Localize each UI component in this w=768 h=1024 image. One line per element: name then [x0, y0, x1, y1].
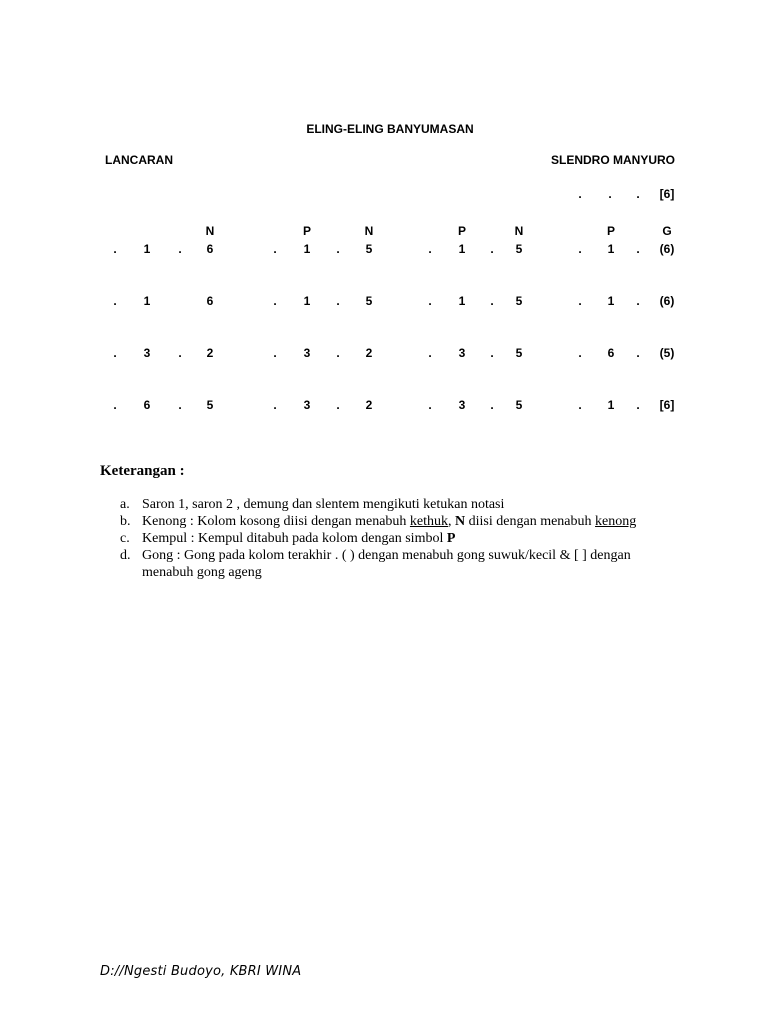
note-cell: 1 [607, 242, 615, 256]
note-text-part: diisi dengan menabuh [465, 514, 596, 529]
note-cell: 2 [365, 398, 373, 412]
note-cell: . [578, 398, 582, 412]
note-cell: . [636, 398, 640, 412]
note-cell: . [113, 346, 117, 360]
note-cell: 6 [143, 398, 151, 412]
note-cell: . [490, 242, 494, 256]
note-cell: 3 [458, 346, 466, 360]
note-cell: 5 [365, 294, 373, 308]
note-cell: 1 [607, 398, 615, 412]
kenong-term: kenong [595, 514, 637, 529]
intro-cell: . [608, 187, 612, 201]
note-cell: 3 [303, 346, 311, 360]
note-cell: 1 [458, 242, 466, 256]
note-cell: 2 [206, 346, 214, 360]
note-cell: . [428, 346, 432, 360]
note-cell: . [490, 398, 494, 412]
note-cell: 5 [515, 346, 523, 360]
gong-cell: (6) [659, 242, 675, 256]
note-cell: 6 [206, 294, 214, 308]
marker-cell-n: N [205, 224, 215, 238]
note-cell: . [578, 242, 582, 256]
note-cell: . [336, 242, 340, 256]
note-cell: 2 [365, 346, 373, 360]
note-cell: 1 [143, 242, 151, 256]
note-cell: . [578, 346, 582, 360]
note-letter: a. [120, 497, 130, 512]
note-cell: . [336, 398, 340, 412]
note-text-part: Kempul : Kempul ditabuh pada kolom dengan simbol [142, 531, 447, 546]
note-cell: . [178, 398, 182, 412]
note-cell: . [490, 346, 494, 360]
note-cell: . [636, 346, 640, 360]
n-symbol: N [455, 514, 466, 529]
note-cell: . [428, 242, 432, 256]
note-cell: 6 [206, 242, 214, 256]
note-cell: 5 [206, 398, 214, 412]
marker-cell-g: G [662, 224, 672, 238]
note-cell: 6 [607, 346, 615, 360]
note-cell: 1 [458, 294, 466, 308]
marker-cell-n: N [364, 224, 374, 238]
marker-cell-p: P [457, 224, 466, 238]
note-cell: 3 [143, 346, 151, 360]
note-cell: 3 [303, 398, 311, 412]
note-cell: . [273, 346, 277, 360]
note-cell: . [273, 242, 277, 256]
note-cell: 1 [303, 242, 311, 256]
note-cell: 1 [303, 294, 311, 308]
note-cell: . [428, 398, 432, 412]
note-cell: 1 [143, 294, 151, 308]
marker-cell-n: N [514, 224, 524, 238]
note-cell: 3 [458, 398, 466, 412]
note-letter: b. [120, 514, 131, 529]
note-cell: . [113, 398, 117, 412]
note-text [142, 530, 672, 547]
note-cell: . [273, 398, 277, 412]
note-cell: . [178, 242, 182, 256]
note-cell: . [636, 294, 640, 308]
note-cell: . [336, 346, 340, 360]
gong-cell: (6) [659, 294, 675, 308]
note-cell: . [336, 294, 340, 308]
gong-cell: [6] [659, 398, 675, 412]
keterangan-heading: Keterangan : [100, 463, 185, 479]
form-label-lancaran: LANCARAN [105, 153, 173, 167]
intro-cell: . [578, 187, 582, 201]
note-cell: . [113, 294, 117, 308]
note-cell: . [578, 294, 582, 308]
gong-cell: (5) [659, 346, 675, 360]
note-cell: . [490, 294, 494, 308]
note-cell: 5 [515, 242, 523, 256]
note-cell: 1 [607, 294, 615, 308]
p-symbol: P [446, 531, 456, 546]
note-text [142, 513, 672, 530]
note-text: Saron 1, saron 2 , demung dan slentem mengikuti ketukan notasi [142, 497, 505, 512]
note-cell: . [113, 242, 117, 256]
kethuk-term: kethuk [409, 514, 449, 529]
note-text-part: , [448, 514, 456, 529]
note-cell: . [636, 242, 640, 256]
note-text-part: Kenong : Kolom kosong diisi dengan menabuh [142, 514, 410, 529]
note-letter: d. [120, 548, 131, 563]
laras-label: SLENDRO MANYURO [550, 153, 675, 167]
intro-cell: . [636, 187, 640, 201]
marker-cell-p: P [302, 224, 311, 238]
note-cell: . [428, 294, 432, 308]
intro-gong-cell: [6] [659, 187, 675, 201]
note-cell: 5 [515, 294, 523, 308]
note-letter: c. [120, 531, 130, 546]
marker-cell-p: P [606, 224, 615, 238]
page-title: ELING-ELING BANYUMASAN [306, 122, 474, 136]
note-cell: . [273, 294, 277, 308]
note-cell: 5 [515, 398, 523, 412]
note-cell: . [178, 346, 182, 360]
note-cell: 5 [365, 242, 373, 256]
footer-signature: D://Ngesti Budoyo, KBRI WINA [100, 964, 302, 979]
note-text: Gong : Gong pada kolom terakhir . ( ) dengan menabuh gong suwuk/kecil & [ ] dengan menabuh gong ageng [142, 548, 631, 580]
